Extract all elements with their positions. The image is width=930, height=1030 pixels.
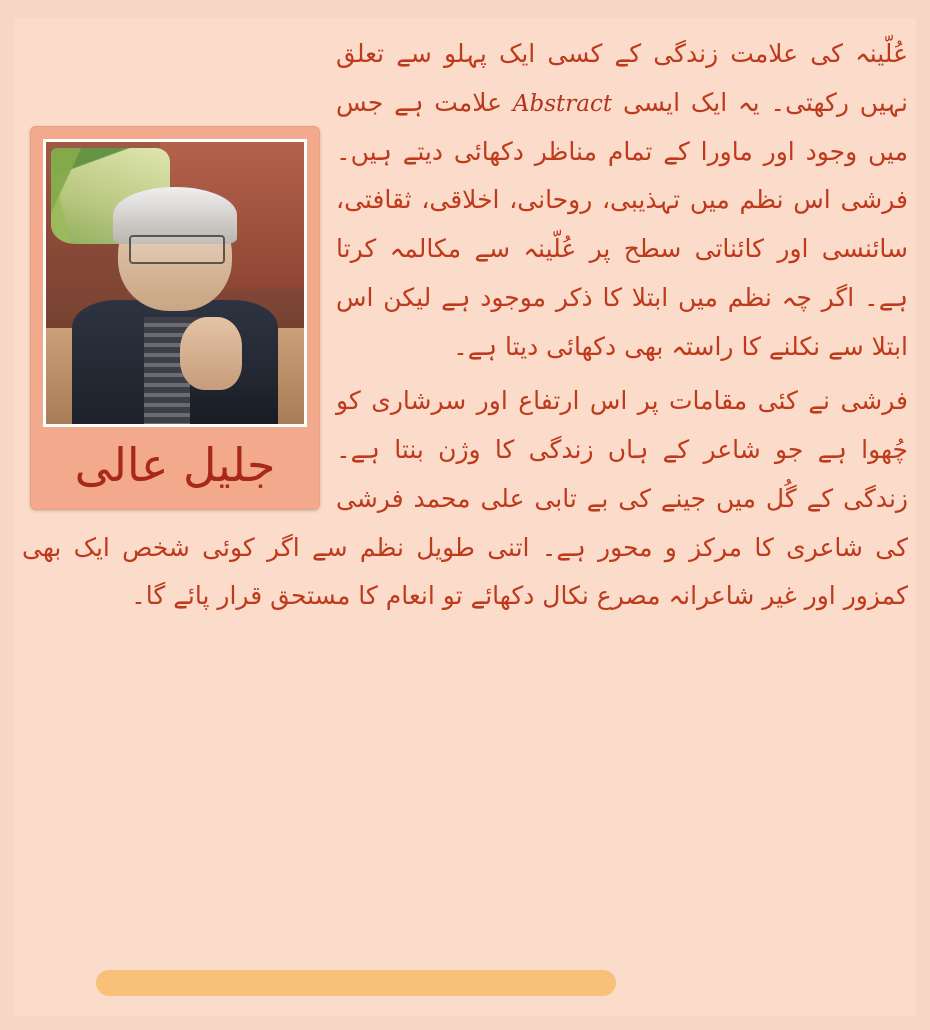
photo-subject-glasses (129, 235, 226, 264)
abstract-term: Abstract (512, 90, 613, 117)
bottom-accent-bar (96, 970, 616, 996)
author-name: جلیل عالی (74, 438, 276, 492)
author-photo (46, 142, 304, 424)
paragraph-one-text-start: عُلّینہ کی علامت زندگی کے کسی ایک پہلو سے تعلق نہیں رکھتی۔ یہ ایک ایسی (336, 39, 908, 117)
photo-subject-hand (180, 317, 242, 390)
article-body (22, 30, 908, 1008)
paragraph-one-text-end: علامت ہے جس میں وجود اور ماورا کے تمام مناظر دکھائی دیتے ہیں۔ فرشی اس نظم میں تہذیبی، روحانی، اخلاقی، ثقافتی، سائنسی اور کائناتی سطح پر عُلّینہ سے مکالمہ کرتا ہے۔ اگر چہ نظم میں ابتلا کا ذکر موجود ہے لیکن اس ابتلا سے نکلنے کا راستہ بھی دکھائی دیتا ہے۔ (336, 87, 908, 361)
document-content-area (14, 18, 916, 1016)
author-portrait-card (30, 126, 320, 510)
author-photo-frame (43, 139, 307, 427)
paragraph-two: فرشی نے کئی مقامات پر اس ارتفاع اور سرشاری کو چُھوا ہے جو شاعر کے ہاں زندگی کا وژن بنتا ہے۔ زندگی کے گُل میں جینے کی بے تابی علی محمد فرشی کی شاعری کا مرکز و محور ہے۔ اتنی طویل نظم سے اگر کوئی شخص ایک بھی کمزور اور غیر شاعرانہ مصرع نکال دکھائے تو انعام کا مستحق قرار پائے گا۔ (22, 386, 908, 611)
